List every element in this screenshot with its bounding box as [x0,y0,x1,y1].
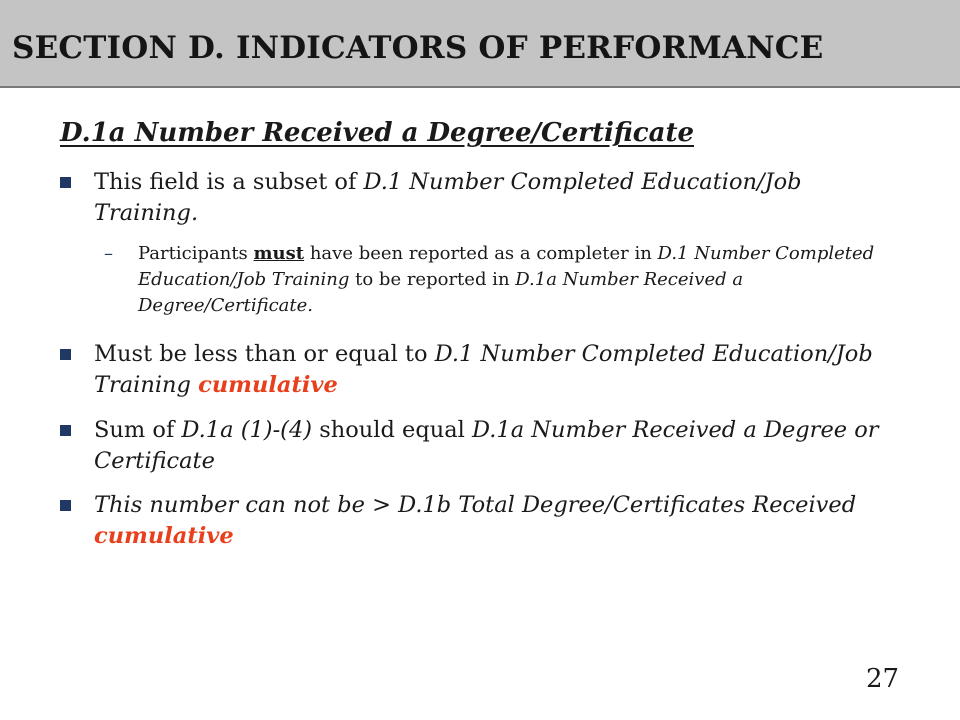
bullet-text: This number can not be > D.1b Total Degree/Certificates Received cumulative [94,492,857,549]
bullet-less-than [60,339,880,401]
dash-bullet-icon: – [104,243,113,264]
sub-bullet-text: Participants must have been reported as a completer in D.1 Number Completed Education/Job Training to be reported in D.1a Number Received a Degree/Certificate. [138,243,875,316]
sub-bullet-completer [104,241,884,319]
square-bullet-icon [60,349,71,360]
bullet-subset [60,167,880,229]
subheading: D.1a Number Received a Degree/Certificate [60,118,694,148]
bullet-not-greater [60,490,880,552]
square-bullet-icon [60,500,71,511]
bullet-text: This field is a subset of D.1 Number Completed Education/Job Training. [94,169,802,226]
bullet-text: Must be less than or equal to D.1 Number Completed Education/Job Training cumulative [94,341,873,398]
bullet-text: Sum of D.1a (1)-(4) should equal D.1a Number Received a Degree or Certificate [94,417,879,474]
page-number: 27 [866,664,900,694]
title-bar [0,0,960,88]
square-bullet-icon [60,177,71,188]
slide-title: SECTION D. INDICATORS OF PERFORMANCE [12,30,824,66]
bullet-sum [60,415,880,477]
square-bullet-icon [60,425,71,436]
